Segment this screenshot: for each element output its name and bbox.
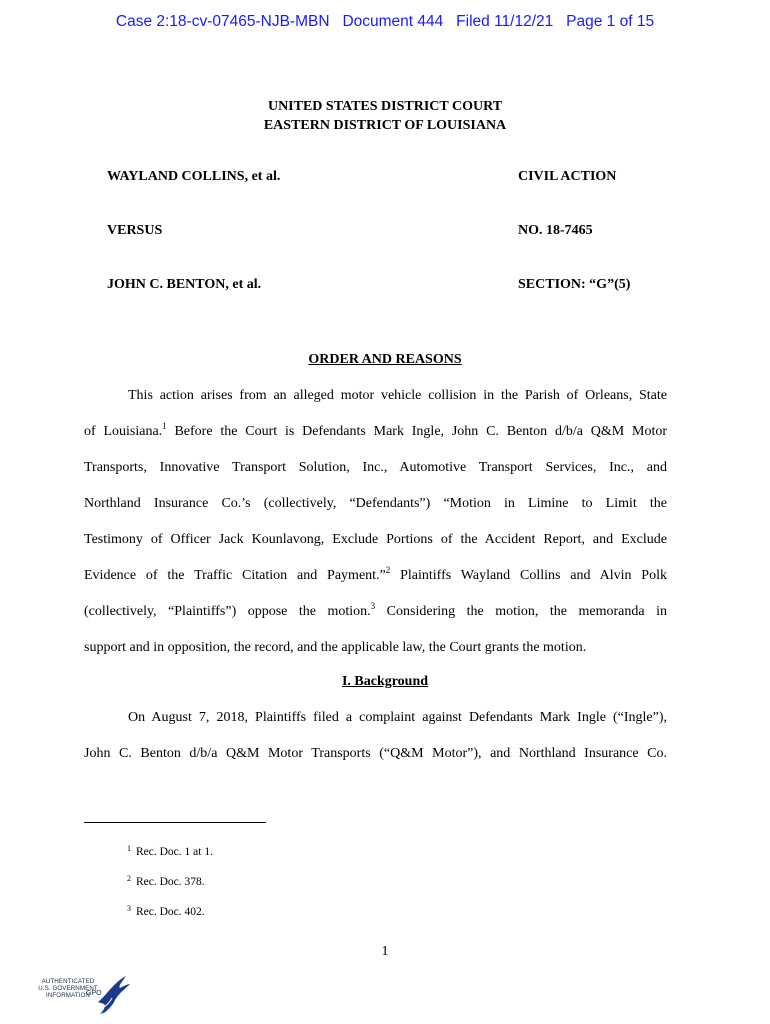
background-heading: I. Background	[341, 674, 429, 689]
footnote-ref-2[interactable]: 2	[385, 565, 391, 575]
footnote-3: $^3$ Rec. Doc. 402.	[127, 904, 205, 918]
intro-line-4: Northland Insurance Co.’s (collectively, “Defendants”) “Motion in Limine to Limit the	[84, 496, 667, 511]
intro-line-1: This action arises from an alleged motor vehicle collision in the Parish of Orleans, State	[128, 388, 667, 403]
intro-line-6: Evidence of the Traffic Citation and Payment.”$^2$ Plaintiffs Wayland Collins and Alvin Polk	[84, 565, 667, 583]
intro-line-8: support and in opposition, the record, and the applicable law, the Court grants the motion.	[84, 640, 587, 655]
caption-action: CIVIL ACTION	[518, 169, 617, 184]
court-name	[0, 97, 770, 135]
caption-versus: VERSUS	[107, 223, 163, 238]
background-paragraph	[84, 700, 667, 772]
intro-line-2: of Louisiana.$^1$ Before the Court is Defendants Mark Ingle, John C. Benton d/b/a Q&M Motor	[84, 421, 667, 439]
gpo-mark: GPO	[86, 990, 102, 997]
caption-section: SECTION: “G”(5)	[518, 277, 631, 292]
footnote-1: $^1$ Rec. Doc. 1 at 1.	[127, 844, 213, 858]
case-header: Case 2:18-cv-07465-NJB-MBN Document 444 Filed 11/12/21 Page 1 of 15	[115, 13, 655, 30]
order-title: ORDER AND REASONS	[308, 352, 462, 367]
footnote-2: $^2$ Rec. Doc. 378.	[127, 874, 205, 888]
seal-text: AUTHENTICATED U.S. GOVERNMENT INFORMATION	[38, 978, 98, 999]
court-name-line2: EASTERN DISTRICT OF LOUISIANA	[263, 118, 507, 133]
footnote-divider	[84, 822, 266, 823]
intro-line-7: (collectively, “Plaintiffs”) oppose the motion.$^3$ Considering the motion, the memoranda in	[84, 601, 667, 619]
gpo-authentication-seal	[36, 972, 131, 1018]
intro-paragraph	[84, 378, 667, 666]
background-line-2: John C. Benton d/b/a Q&M Motor Transports (“Q&M Motor”), and Northland Insurance Co.	[84, 746, 667, 761]
intro-line-5: Testimony of Officer Jack Kounlavong, Exclude Portions of the Accident Report, and Exclude	[84, 532, 667, 547]
caption-defendant: JOHN C. BENTON, et al.	[107, 277, 262, 292]
intro-line-3: Transports, Innovative Transport Solution, Inc., Automotive Transport Services, Inc., and	[84, 460, 667, 475]
background-line-1: On August 7, 2018, Plaintiffs filed a complaint against Defendants Mark Ingle (“Ingle”),	[128, 710, 667, 725]
caption-plaintiff: WAYLAND COLLINS, et al.	[107, 169, 281, 184]
footnote-ref-3[interactable]: 3	[370, 601, 376, 611]
page-number: 1	[381, 944, 389, 959]
footnote-ref-1[interactable]: 1	[162, 421, 167, 431]
caption-number: NO. 18-7465	[518, 223, 593, 238]
eagle-icon	[92, 972, 132, 1018]
court-name-line1: UNITED STATES DISTRICT COURT	[267, 99, 503, 114]
